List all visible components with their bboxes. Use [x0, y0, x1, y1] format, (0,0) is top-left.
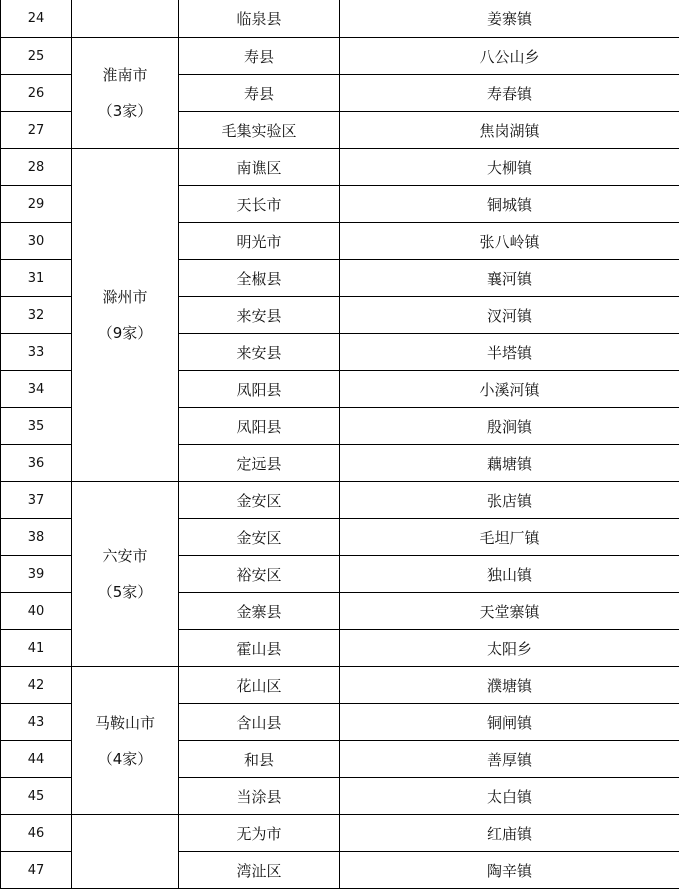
city-name: 淮南市	[102, 66, 148, 84]
town-cell: 小溪河镇	[340, 371, 679, 408]
town-cell: 藕塘镇	[340, 445, 679, 482]
row-number: 47	[1, 852, 72, 889]
row-number: 44	[1, 741, 72, 778]
row-number: 34	[1, 371, 72, 408]
table-row	[1, 667, 679, 704]
town-cell: 铜城镇	[340, 186, 679, 223]
city-cell	[72, 482, 179, 667]
row-number: 25	[1, 38, 72, 75]
city-cell	[72, 815, 179, 889]
row-number: 40	[1, 593, 72, 630]
row-number: 27	[1, 112, 72, 149]
town-cell: 独山镇	[340, 556, 679, 593]
city-name: 滁州市	[102, 288, 148, 306]
row-number: 39	[1, 556, 72, 593]
county-cell: 湾沚区	[179, 852, 340, 889]
table-row	[1, 482, 679, 519]
city-cell	[72, 667, 179, 815]
county-cell: 花山区	[179, 667, 340, 704]
city-cell	[72, 38, 179, 149]
county-cell: 金寨县	[179, 593, 340, 630]
county-cell: 天长市	[179, 186, 340, 223]
town-cell: 焦岗湖镇	[340, 112, 679, 149]
row-number: 28	[1, 149, 72, 186]
town-cell: 张店镇	[340, 482, 679, 519]
city-cell	[72, 0, 179, 38]
county-cell: 毛集实验区	[179, 112, 340, 149]
town-cell: 陶辛镇	[340, 852, 679, 889]
row-number: 42	[1, 667, 72, 704]
table-body	[1, 0, 679, 889]
row-number: 30	[1, 223, 72, 260]
county-cell: 临泉县	[179, 0, 340, 38]
town-cell: 半塔镇	[340, 334, 679, 371]
town-cell: 寿春镇	[340, 75, 679, 112]
city-count: （5家）	[97, 583, 153, 601]
row-number: 32	[1, 297, 72, 334]
county-cell: 来安县	[179, 297, 340, 334]
town-cell: 襄河镇	[340, 260, 679, 297]
county-cell: 寿县	[179, 38, 340, 75]
county-cell: 当涂县	[179, 778, 340, 815]
county-cell: 裕安区	[179, 556, 340, 593]
county-cell: 定远县	[179, 445, 340, 482]
town-cell: 善厚镇	[340, 741, 679, 778]
county-cell: 南谯区	[179, 149, 340, 186]
county-cell: 霍山县	[179, 630, 340, 667]
county-cell: 全椒县	[179, 260, 340, 297]
county-cell: 明光市	[179, 223, 340, 260]
county-cell: 无为市	[179, 815, 340, 852]
town-cell: 殷涧镇	[340, 408, 679, 445]
row-number: 31	[1, 260, 72, 297]
row-number: 33	[1, 334, 72, 371]
county-cell: 和县	[179, 741, 340, 778]
town-cell: 张八岭镇	[340, 223, 679, 260]
city-count: （4家）	[97, 749, 153, 768]
county-cell: 凤阳县	[179, 408, 340, 445]
city-name: 六安市	[102, 547, 148, 565]
row-number: 45	[1, 778, 72, 815]
county-cell: 金安区	[179, 519, 340, 556]
town-cell: 八公山乡	[340, 38, 679, 75]
table-row	[1, 0, 679, 38]
row-number: 29	[1, 186, 72, 223]
town-cell: 毛坦厂镇	[340, 519, 679, 556]
town-cell: 太阳乡	[340, 630, 679, 667]
table-row	[1, 149, 679, 186]
row-number: 43	[1, 704, 72, 741]
town-cell: 天堂寨镇	[340, 593, 679, 630]
county-cell: 金安区	[179, 482, 340, 519]
county-cell: 含山县	[179, 704, 340, 741]
town-cell: 红庙镇	[340, 815, 679, 852]
town-cell: 汊河镇	[340, 297, 679, 334]
row-number: 38	[1, 519, 72, 556]
town-cell: 濮塘镇	[340, 667, 679, 704]
row-number: 46	[1, 815, 72, 852]
county-cell: 来安县	[179, 334, 340, 371]
county-cell: 凤阳县	[179, 371, 340, 408]
town-cell: 姜寨镇	[340, 0, 679, 38]
city-count: （3家）	[97, 102, 153, 120]
town-cell: 太白镇	[340, 778, 679, 815]
town-cell: 大柳镇	[340, 149, 679, 186]
row-number: 35	[1, 408, 72, 445]
town-cell: 铜闸镇	[340, 704, 679, 741]
row-number: 41	[1, 630, 72, 667]
city-name: 马鞍山市	[94, 713, 155, 732]
county-cell: 寿县	[179, 75, 340, 112]
row-number: 24	[1, 0, 72, 38]
row-number: 36	[1, 445, 72, 482]
row-number: 37	[1, 482, 72, 519]
city-cell	[72, 149, 179, 482]
table-row	[1, 815, 679, 852]
city-count: （9家）	[97, 324, 153, 342]
table-row	[1, 38, 679, 75]
row-number: 26	[1, 75, 72, 112]
